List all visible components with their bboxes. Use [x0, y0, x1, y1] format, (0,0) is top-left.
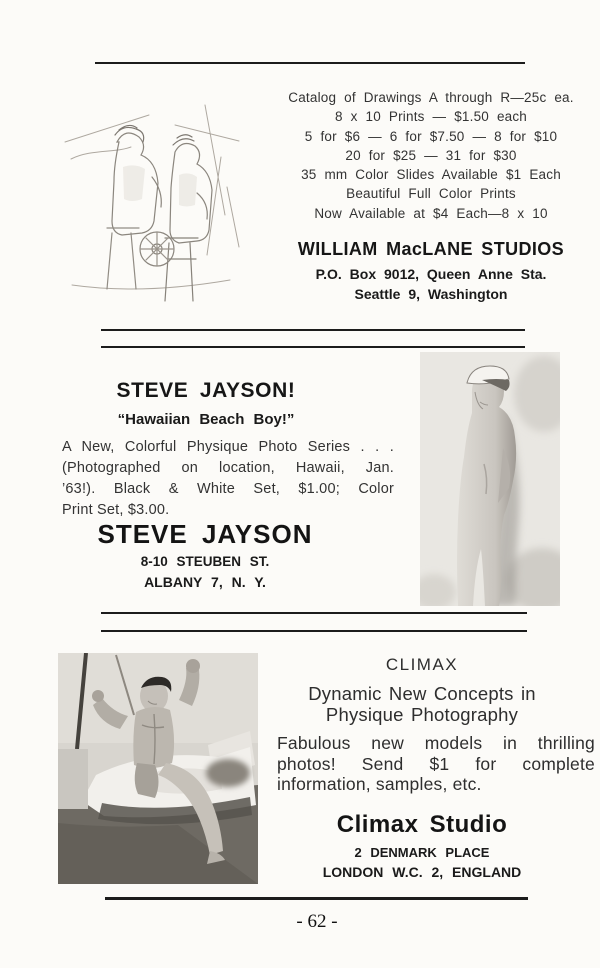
climax-address-line1: 2 DENMARK PLACE	[354, 844, 490, 860]
body-line: (Photographed on location, Hawaii, Jan.	[62, 460, 394, 476]
price-line: 5 for $6 — 6 for $7.50 — 8 for $10	[304, 128, 558, 144]
body-line: A New, Colorful Physique Photo Series . . .	[62, 439, 394, 455]
price-line: 20 for $25 — 31 for $30	[345, 147, 517, 163]
page-number: - 62 -	[296, 911, 338, 932]
body-line: Print Set, $3.00.	[62, 502, 170, 518]
body-line: Fabulous new models in thrilling	[277, 733, 595, 753]
climax-ad-text	[277, 655, 595, 880]
bottom-rule	[105, 897, 528, 900]
price-line: Now Available at $4 Each—8 x 10	[314, 205, 548, 221]
top-rule	[95, 62, 525, 64]
climax-model-photo	[58, 653, 258, 884]
jayson-subhead: “Hawaiian Beach Boy!”	[117, 411, 295, 428]
separator-rule	[101, 612, 527, 614]
jayson-body-text	[62, 437, 394, 521]
jayson-address-line2: ALBANY 7, N. Y.	[144, 574, 266, 590]
maclane-address-line1: P.O. Box 9012, Queen Anne Sta.	[315, 266, 547, 283]
climax-headline: CLIMAX	[385, 655, 459, 674]
price-line: 35 mm Color Slides Available $1 Each	[301, 167, 561, 183]
body-line: information, samples, etc.	[277, 774, 482, 794]
jayson-headline: STEVE JAYSON!	[116, 379, 296, 402]
photo-model-on-bed	[58, 653, 258, 884]
jayson-address-line1: 8-10 STEUBEN ST.	[140, 554, 270, 569]
separator-rule	[101, 346, 525, 348]
climax-address-line2: LONDON W.C. 2, ENGLAND	[322, 863, 522, 880]
pencil-sketch-two-sailors	[57, 97, 242, 303]
jayson-model-photo	[420, 352, 560, 606]
jayson-ad-headings	[60, 379, 352, 429]
price-line: Catalog of Drawings A through R—25c ea.	[288, 90, 574, 105]
photo-model-sailor-cap	[420, 352, 560, 606]
jayson-name: STEVE JAYSON	[97, 519, 313, 549]
separator-rule	[101, 630, 527, 632]
separator-rule	[101, 329, 525, 331]
maclane-sailors-illustration	[57, 97, 242, 303]
maclane-address-line2: Seattle 9, Washington	[354, 286, 508, 303]
price-line: Beautiful Full Color Prints	[346, 186, 516, 202]
jayson-address-block	[58, 519, 352, 590]
maclane-ad-text	[266, 88, 596, 303]
price-line: 8 x 10 Prints — $1.50 each	[334, 109, 528, 125]
maclane-price-list	[266, 88, 596, 223]
maclane-studio-name: WILLIAM MacLANE STUDIOS	[297, 239, 565, 260]
body-line: photos! Send $1 for complete	[277, 753, 595, 774]
climax-body-text	[277, 733, 595, 795]
body-line: ’63!). Black & White Set, $1.00; Color	[62, 481, 394, 497]
climax-subhead-line2: Physique Photography	[325, 704, 519, 725]
climax-studio-name: Climax Studio	[336, 810, 508, 838]
climax-subhead-line1: Dynamic New Concepts in	[308, 683, 536, 704]
